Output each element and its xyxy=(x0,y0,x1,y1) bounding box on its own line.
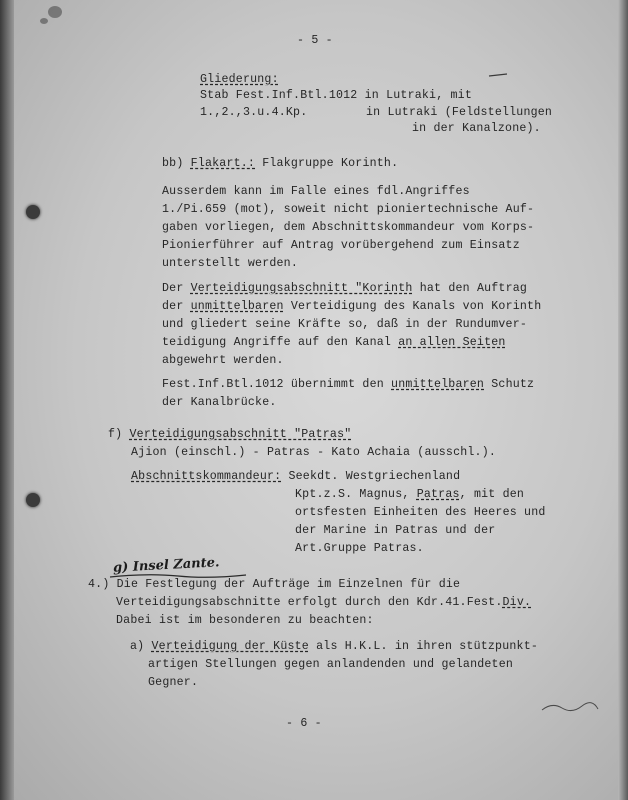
item-a-underlined: Verteidigung der Küste xyxy=(151,640,309,653)
margin-scribble xyxy=(540,700,600,714)
section-4a-line-2: artigen Stellungen gegen anlandenden und gelandeten xyxy=(148,658,514,671)
para3-text: Schutz xyxy=(484,378,535,391)
para2-text: Verteidigung des Kanals von Korinth xyxy=(283,300,542,313)
para1-line-2: 1./Pi.659 (mot), soweit nicht pioniertechnische Auf- xyxy=(162,203,535,216)
punch-hole-upper xyxy=(26,205,40,219)
para2-text: teidigung Angriffe auf den Kanal xyxy=(162,336,399,349)
bb-text: Flakgruppe Korinth. xyxy=(255,157,399,170)
para2-underlined: an allen Seiten xyxy=(398,336,506,349)
para2-line-1 xyxy=(162,282,527,296)
para2-text: hat den Auftrag xyxy=(412,282,528,295)
gliederung-line-1: Stab Fest.Inf.Btl.1012 in Lutraki, mit xyxy=(200,89,472,102)
item-a-label: a) xyxy=(130,640,145,653)
para3-line-1 xyxy=(162,378,534,392)
section-f-line-2: Ajion (einschl.) - Patras - Kato Achaia (ausschl.). xyxy=(131,446,497,459)
section-f-heading xyxy=(108,428,351,442)
gliederung-heading xyxy=(200,73,279,87)
page-edge-right xyxy=(618,0,628,800)
gliederung-line-3: in der Kanalzone). xyxy=(412,122,541,135)
para1-line-1: Ausserdem kann im Falle eines fdl.Angriffes xyxy=(162,185,470,198)
section-f-kommandeur xyxy=(131,470,460,484)
section-4-underlined: Div. xyxy=(502,596,532,609)
para2-underlined: unmittelbaren xyxy=(190,300,284,313)
section-4-line-3: Dabei ist im besonderen zu beachten: xyxy=(116,614,374,627)
page-number-top: - 5 - xyxy=(297,34,333,47)
para1-line-5: unterstellt werden. xyxy=(162,257,298,270)
para2-text: der xyxy=(162,300,191,313)
kommandeur-underlined: Patras xyxy=(416,488,460,501)
section-4-text: Verteidigungsabschnitte erfolgt durch den Kdr.41.Fest. xyxy=(116,596,503,609)
para2-text: Der xyxy=(162,282,191,295)
para3-line-2: der Kanalbrücke. xyxy=(162,396,277,409)
item-a-text: als H.K.L. in ihren stützpunkt- xyxy=(308,640,539,653)
para2-line-5: abgewehrt werden. xyxy=(162,354,284,367)
bb-flakart-line xyxy=(162,157,398,171)
gliederung-line-2a: 1.,2.,3.u.4.Kp. xyxy=(200,106,308,119)
section-f-kdr-line-2 xyxy=(295,488,524,502)
bb-heading: Flakart.: xyxy=(190,157,256,170)
section-f-kdr-line-5: Art.Gruppe Patras. xyxy=(295,542,424,555)
section-4-label: 4.) xyxy=(88,578,110,591)
section-f-kdr-line-4: der Marine in Patras und der xyxy=(295,524,496,537)
section-f-title: Verteidigungsabschnitt "Patras" xyxy=(129,428,352,441)
kommandeur-text: , mit den xyxy=(459,488,525,501)
ink-smudge xyxy=(48,6,62,18)
kommandeur-label: Abschnittskommandeur: xyxy=(131,470,282,483)
page-number-bottom: - 6 - xyxy=(286,717,322,730)
section-4-text: Die Festlegung der Aufträge im Einzelnen für die xyxy=(109,578,461,591)
section-4-line-2 xyxy=(116,596,531,610)
para1-line-4: Pionierführer auf Antrag vorübergehend zum Einsatz xyxy=(162,239,520,252)
para2-line-4 xyxy=(162,336,506,350)
para2-line-2 xyxy=(162,300,541,314)
para3-underlined: unmittelbaren xyxy=(391,378,485,391)
page-edge-left xyxy=(0,0,14,800)
bb-label: bb) xyxy=(162,157,184,170)
kommandeur-text: Seekdt. Westgriechenland xyxy=(281,470,461,483)
section-4a-line-3: Gegner. xyxy=(148,676,199,689)
section-f-kdr-line-3: ortsfesten Einheiten des Heeres und xyxy=(295,506,546,519)
para2-underlined: Verteidigungsabschnitt "Korinth xyxy=(190,282,413,295)
section-4a-line-1 xyxy=(130,640,538,654)
ink-smudge xyxy=(40,18,48,24)
handwritten-annotation: g) Insel Zante. xyxy=(112,555,220,576)
kommandeur-text: Kpt.z.S. Magnus, xyxy=(295,488,417,501)
para2-line-3: und gliedert seine Kräfte so, daß in der Rundumver- xyxy=(162,318,528,331)
punch-hole-lower xyxy=(26,493,40,507)
para1-line-3: gaben vorliegen, dem Abschnittskommandeur vom Korps- xyxy=(162,221,535,234)
section-f-label: f) xyxy=(108,428,123,441)
section-4-line-1 xyxy=(88,578,460,592)
gliederung-line-2b: in Lutraki (Feldstellungen xyxy=(366,106,553,119)
gliederung-heading-text: Gliederung: xyxy=(200,73,279,86)
margin-mark xyxy=(487,70,509,80)
para3-text: Fest.Inf.Btl.1012 übernimmt den xyxy=(162,378,392,391)
